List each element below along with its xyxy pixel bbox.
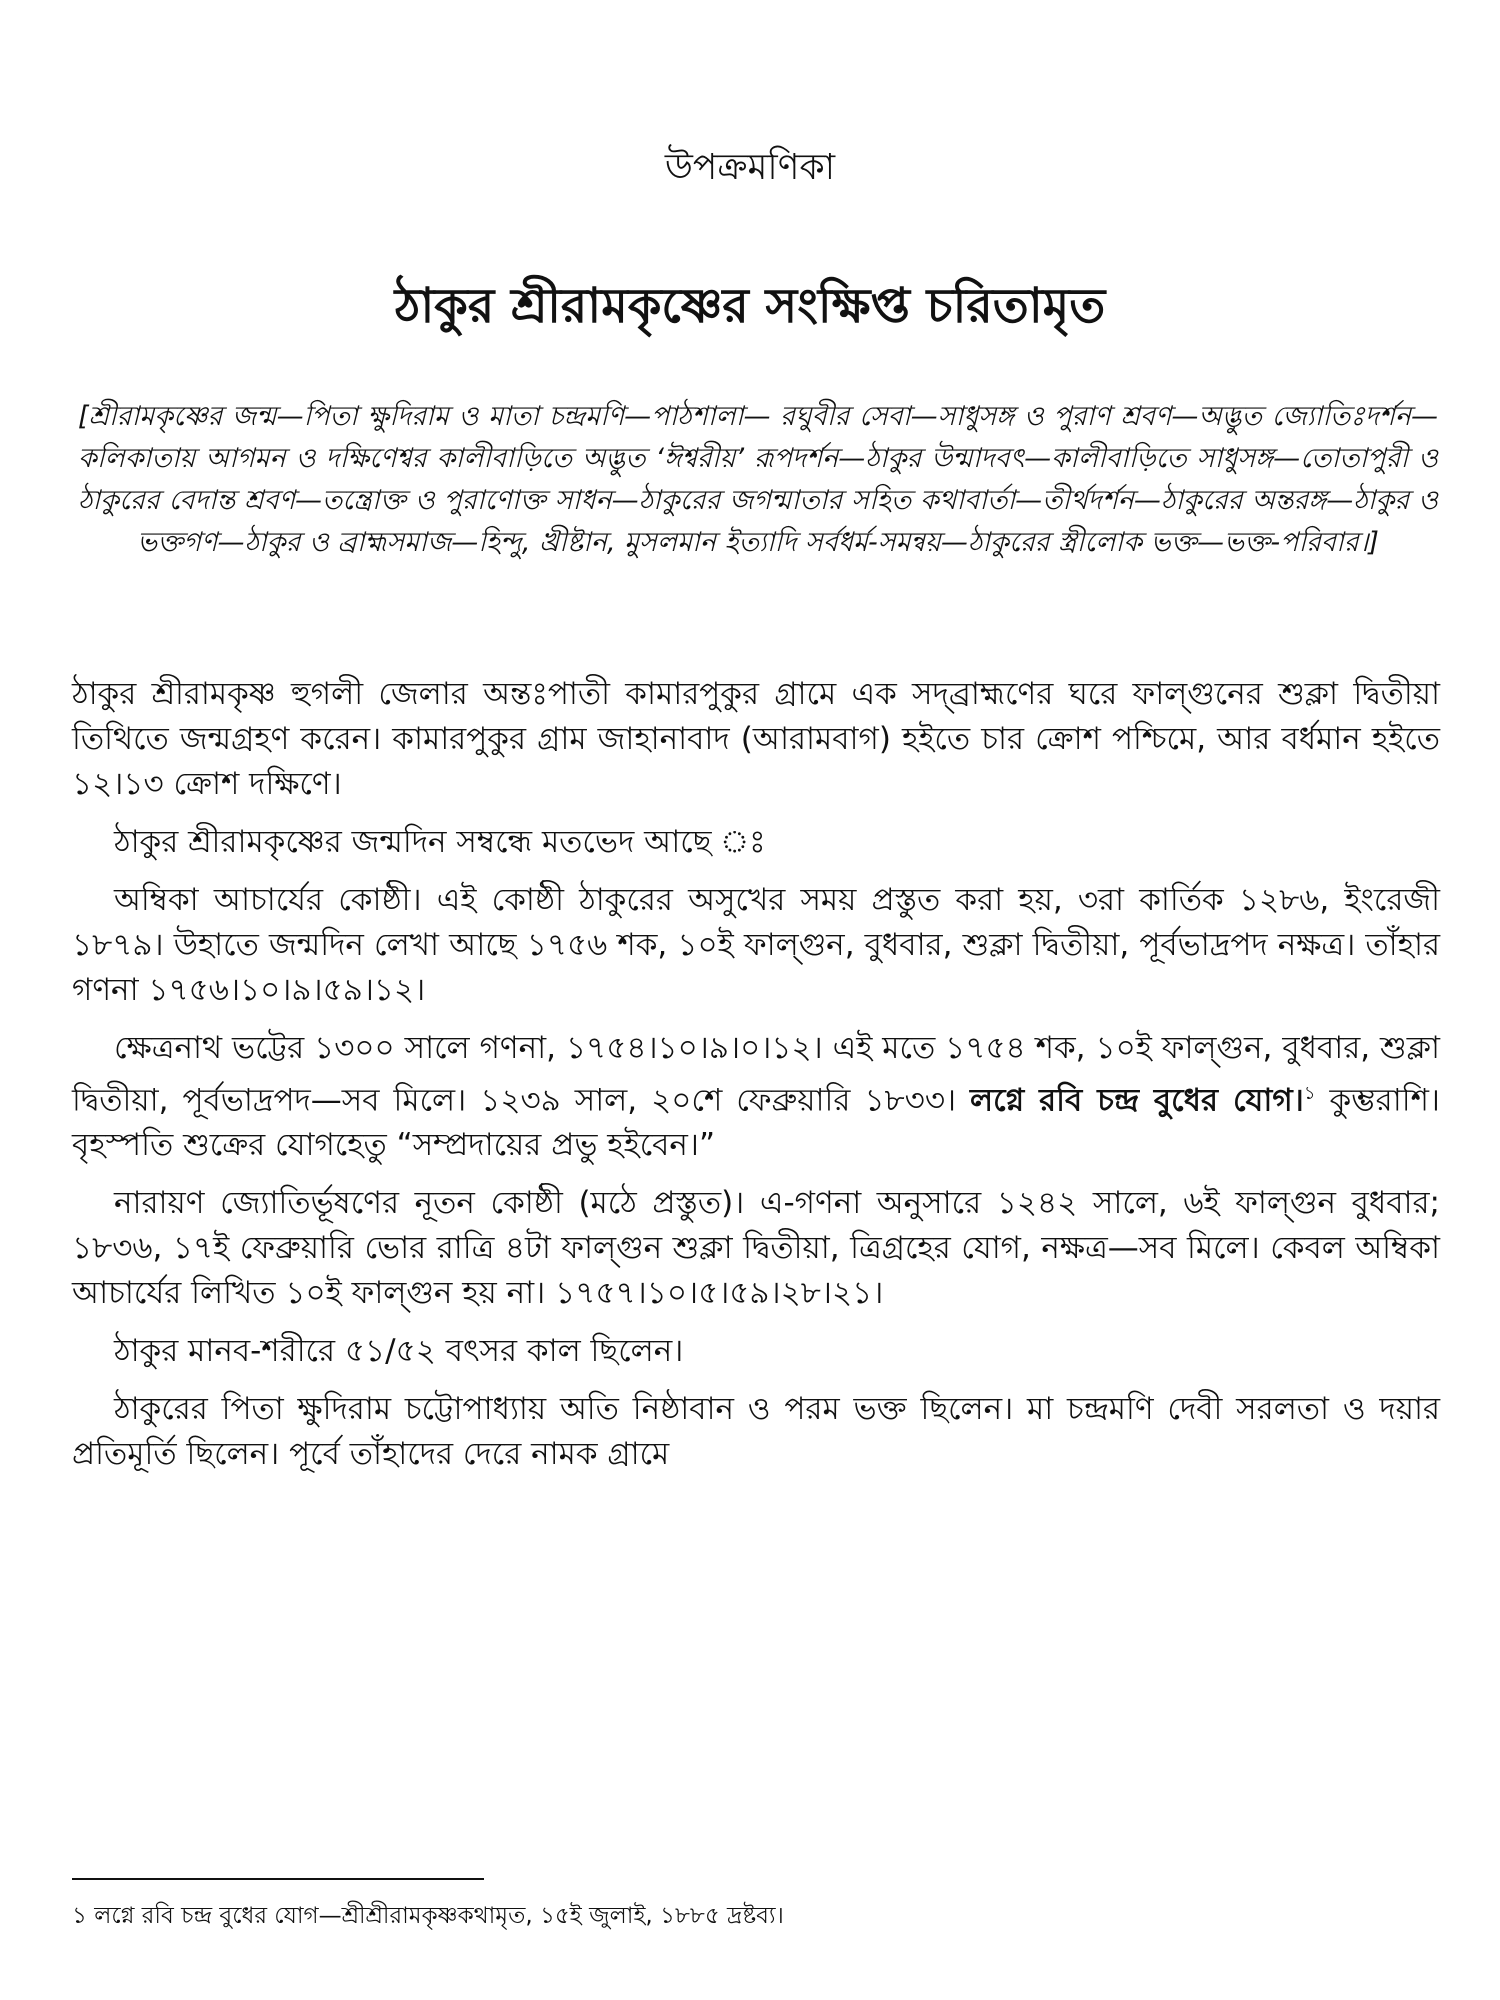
- paragraph-text-end: কুম্ভরাশি। বৃহস্পতি শুক্রের যোগহেতু “সম্প্রদায়ের প্রভু হইবেন।”: [72, 1082, 1441, 1164]
- section-label: উপক্রমণিকা: [664, 147, 836, 188]
- paragraph-text-start: ক্ষেত্রনাথ ভট্টের ১৩০০ সালে গণনা, ১৭৫৪।১০।৯।০।১২। এই মতে ১৭৫৪ শক, ১০ই ফাল্গুন, বুধবার, শুক্লা দ্বিতীয়া, পূর্বভাদ্রপদ—সব মিলে। ১২৩৯ সাল, ২০শে ফেব্রুয়ারি ১৮৩৩।: [72, 1030, 1440, 1119]
- chapter-summary: [শ্রীরামকৃষ্ণের জন্ম—পিতা ক্ষুদিরাম ও মাতা চন্দ্রমণি—পাঠশালা— রঘুবীর সেবা—সাধুসঙ্গ ও পুরাণ শ্রবণ—অদ্ভুত জ্যোতিঃদর্শন—কলিকাতায় আগমন ও দক্ষিণেশ্বর কালীবাড়িতে অদ্ভুত ‘ঈশ্বরীয়’ রূপদর্শন—ঠাকুর উন্মাদবৎ—কালীবাড়িতে সাধুসঙ্গ—তোতাপুরী ও ঠাকুরের বেদান্ত শ্রবণ—তন্ত্রোক্ত ও পুরাণোক্ত সাধন—ঠাকুরের জগন্মাতার সহিত কথাবার্তা—তীর্থদর্শন—ঠাকুরের অন্তরঙ্গ—ঠাকুর ও ভক্তগণ—ঠাকুর ও ব্রাহ্মসমাজ—হিন্দু, খ্রীষ্টান, মুসলমান ইত্যাদি সর্বধর্ম-সমন্বয়—ঠাকুরের স্ত্রীলোক ভক্ত—ভক্ত-পরিবার।]: [78, 401, 1438, 558]
- footnote: ১ লগ্নে রবি চন্দ্র বুধের যোগ—শ্রীশ্রীরামকৃষ্ণকথামৃত, ১৫ই জুলাই, ১৮৮৫ দ্রষ্টব্য।: [72, 1903, 784, 1929]
- bold-phrase: লগ্নে রবি চন্দ্র বুধের যোগ।: [970, 1082, 1304, 1119]
- paragraph-birthdate-intro: ঠাকুর শ্রীরামকৃষ্ণের জন্মদিন সম্বন্ধে মতভেদ আছে ঃ: [114, 824, 766, 860]
- paragraph-narayan-horoscope: নারায়ণ জ্যোতির্ভূষণের নূতন কোষ্ঠী (মঠে প্রস্তুত)। এ-গণনা অনুসারে ১২৪২ সালে, ৬ই ফাল্গুন বুধবার; ১৮৩৬, ১৭ই ফেব্রুয়ারি ভোর রাত্রি ৪টা ফাল্গুন শুক্লা দ্বিতীয়া, ত্রিগ্রহের যোগ, নক্ষত্র—সব মিলে। কেবল অম্বিকা আচার্যের লিখিত ১০ই ফাল্গুন হয় না। ১৭৫৭।১০।৫।৫৯।২৮।২১।: [72, 1185, 1440, 1312]
- paragraph-birthplace: ঠাকুর শ্রীরামকৃষ্ণ হুগলী জেলার অন্তঃপাতী কামারপুকুর গ্রামে এক সদ্‌ব্রাহ্মণের ঘরে ফাল্গুনের শুক্লা দ্বিতীয়া তিথিতে জন্মগ্রহণ করেন। কামারপুকুর গ্রাম জাহানাবাদ (আরামবাগ) হইতে চার ক্রোশ পশ্চিমে, আর বর্ধমান হইতে ১২।১৩ ক্রোশ দক্ষিণে।: [72, 676, 1440, 802]
- paragraph-ambika-horoscope: অম্বিকা আচার্যের কোষ্ঠী। এই কোষ্ঠী ঠাকুরের অসুখের সময় প্রস্তুত করা হয়, ৩রা কার্তিক ১২৮৬, ইংরেজী ১৮৭৯। উহাতে জন্মদিন লেখা আছে ১৭৫৬ শক, ১০ই ফাল্গুন, বুধবার, শুক্লা দ্বিতীয়া, পূর্বভাদ্রপদ নক্ষত্র। তাঁহার গণনা ১৭৫৬।১০।৯।৫৯।১২।: [72, 882, 1440, 1008]
- footnote-divider: [72, 1878, 484, 1880]
- footnote-marker[interactable]: ১: [1303, 1083, 1316, 1104]
- body-text: [72, 672, 1440, 1490]
- paragraph-lifespan: ঠাকুর মানব-শরীরে ৫১/৫২ বৎসর কাল ছিলেন।: [114, 1333, 684, 1370]
- chapter-title: ঠাকুর শ্রীরামকৃষ্ণের সংক্ষিপ্ত চরিতামৃত: [394, 278, 1106, 334]
- paragraph-parents: ঠাকুরের পিতা ক্ষুদিরাম চট্টোপাধ্যায় অতি নিষ্ঠাবান ও পরম ভক্ত ছিলেন। মা চন্দ্রমণি দেবী সরলতা ও দয়ার প্রতিমূর্তি ছিলেন। পূর্বে তাঁহাদের দেরে নামক গ্রামে: [72, 1391, 1440, 1473]
- paragraph-kshetranath-calculation: [72, 1026, 1440, 1168]
